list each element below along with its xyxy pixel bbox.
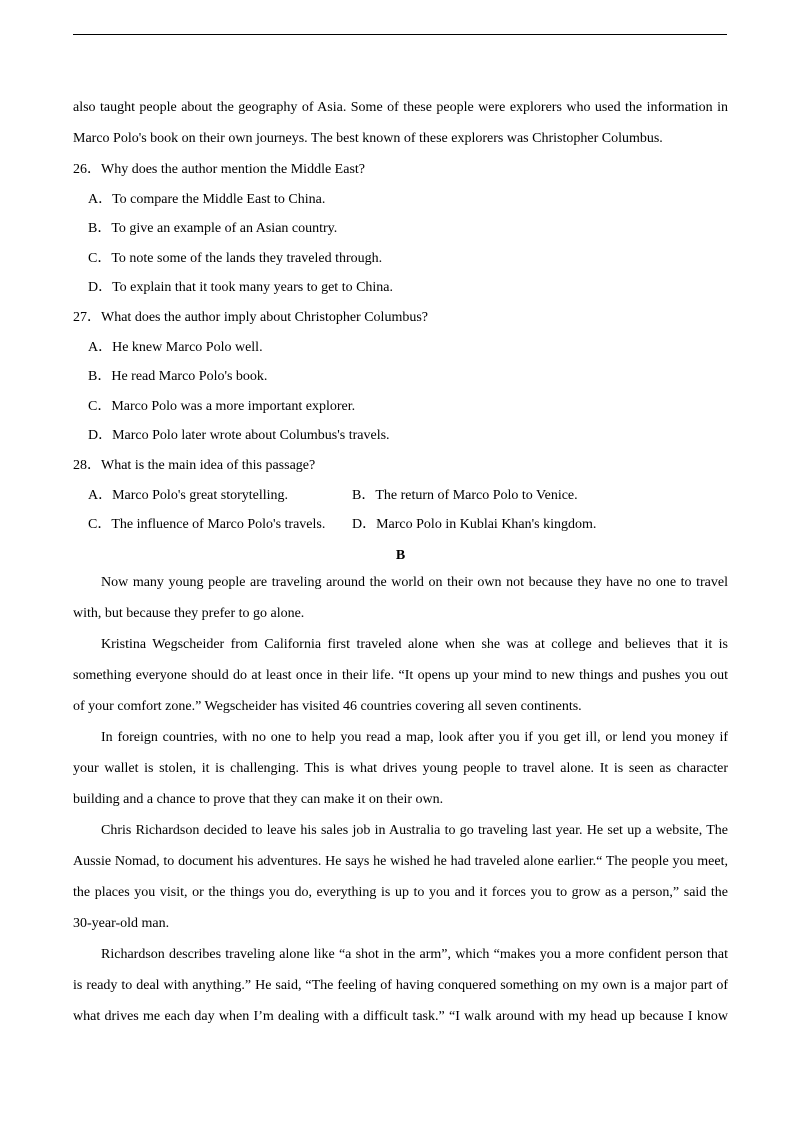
paragraph-line: building and a chance to prove that they can make it on their own.	[73, 791, 444, 807]
question-26-option-b: B．To give an example of an Asian country.	[88, 221, 338, 237]
section-b-heading: B	[395, 547, 406, 563]
passage-line: Marco Polo's book on their own journeys. The best known of these explorers was Christopher Columbus.	[73, 131, 663, 146]
question-27-option-d: D．Marco Polo later wrote about Columbus's travels.	[88, 428, 390, 444]
paragraph-line: In foreign countries, with no one to help you read a map, look after you if you get ill, or lend you money if	[101, 729, 728, 745]
section-b-paragraph-4	[73, 819, 728, 943]
question-28-options-row-1	[73, 484, 728, 514]
question-27-stem: 27．What does the author imply about Christopher Columbus?	[73, 309, 429, 325]
paragraph-line: the places you visit, or the things you do, everything is up to you and it forces you to grow as a person,” said the	[73, 884, 728, 900]
question-27-option-a: A．He knew Marco Polo well.	[88, 339, 263, 355]
paragraph-line: with, but because they prefer to go alone.	[73, 605, 305, 621]
paragraph-line: Richardson describes traveling alone like “a shot in the arm”, which “makes you a more confident person that	[101, 946, 728, 962]
paragraph-line: Kristina Wegscheider from California first traveled alone when she was at college and believes that it is	[101, 636, 728, 652]
question-26-option-a: A．To compare the Middle East to China.	[88, 191, 326, 207]
page-content	[73, 96, 728, 1036]
paragraph-line: of your comfort zone.” Wegscheider has visited 46 countries covering all seven continents.	[73, 698, 582, 714]
question-28-options-row-2	[73, 513, 728, 543]
section-b-paragraph-1	[73, 571, 728, 633]
header-rule	[73, 34, 727, 35]
question-28-stem: 28．What is the main idea of this passage?	[73, 457, 316, 473]
paragraph-line: Aussie Nomad, to document his adventures. He says he wished he had traveled alone earlier.“ The people you meet,	[73, 853, 728, 869]
section-b-paragraph-5	[73, 943, 728, 1036]
paragraph-line: Chris Richardson decided to leave his sales job in Australia to go traveling last year. He set up a website, The	[101, 822, 728, 838]
question-26-option-d: D．To explain that it took many years to get to China.	[88, 280, 394, 296]
paragraph-line: is ready to deal with anything.” He said, “The feeling of having conquered something on my own is a major part of	[73, 977, 728, 993]
section-b-paragraph-2	[73, 633, 728, 726]
section-b-paragraph-3	[73, 726, 728, 819]
question-26-stem: 26．Why does the author mention the Middle East?	[73, 162, 365, 177]
paragraph-line: your wallet is stolen, it is challenging. This is what drives young people to travel alone. It is seen as character	[73, 760, 728, 776]
question-27-option-c: C．Marco Polo was a more important explorer.	[88, 398, 356, 414]
question-26-option-c: C．To note some of the lands they traveled through.	[88, 250, 383, 266]
paragraph-line: what drives me each day when I’m dealing with a difficult task.” “I walk around with my head up because I know	[73, 1008, 728, 1024]
question-28-option-a: A．Marco Polo's great storytelling.	[88, 487, 289, 503]
paragraph-line: Now many young people are traveling around the world on their own not because they have no one to travel	[101, 574, 728, 590]
question-27-option-b: B．He read Marco Polo's book.	[88, 369, 268, 385]
question-28-option-d: D．Marco Polo in Kublai Khan's kingdom.	[352, 517, 597, 533]
paragraph-line: 30-year-old man.	[73, 915, 170, 931]
passage-line: also taught people about the geography of Asia. Some of these people were explorers who used the information in	[73, 100, 728, 115]
paragraph-line: something everyone should do at least once in their life. “It opens up your mind to new things and pushes you out	[73, 667, 728, 683]
question-28-option-c: C．The influence of Marco Polo's travels.	[88, 517, 326, 533]
question-28-option-b: B．The return of Marco Polo to Venice.	[352, 487, 578, 503]
